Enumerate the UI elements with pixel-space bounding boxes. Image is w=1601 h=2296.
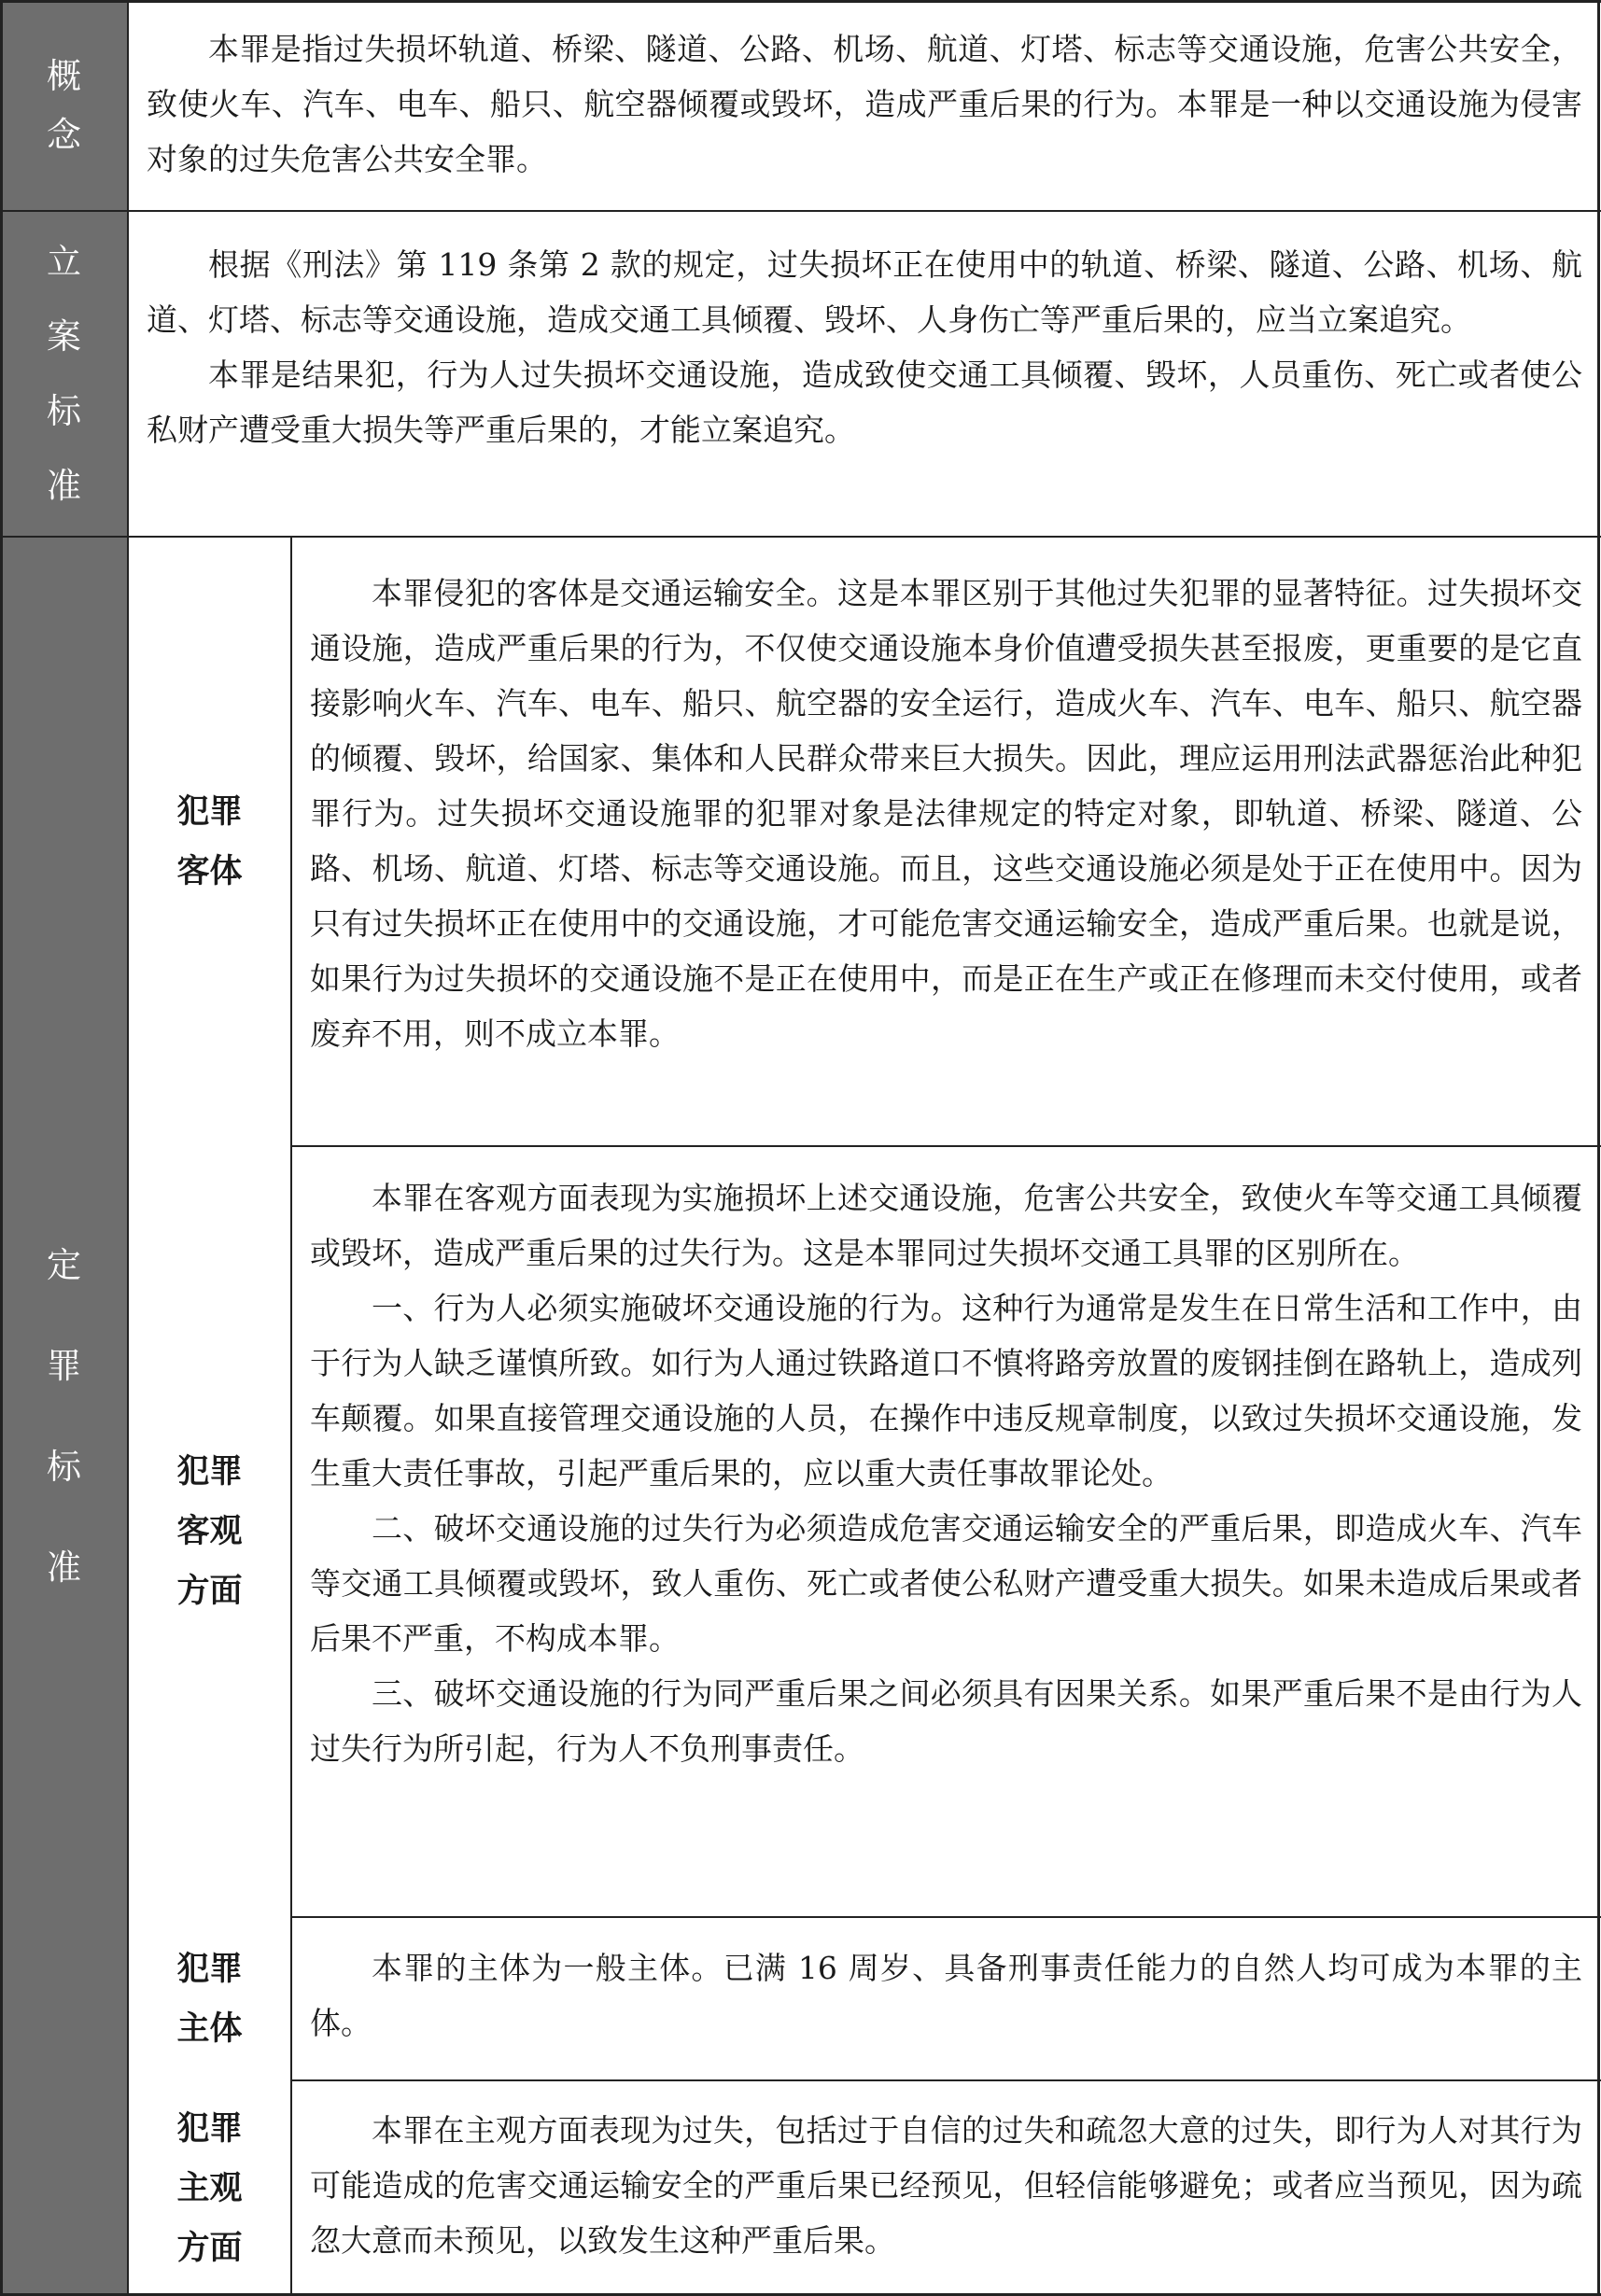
row-divider-2 <box>0 536 1601 538</box>
filing-paragraph-2: 本罪是结果犯，行为人过失损坏交通设施，造成致使交通工具倾覆、毁坏，人员重伤、死亡或者使公私财产遭受重大损失等严重后果的，才能立案追究。 <box>147 357 1582 448</box>
object-text: 本罪侵犯的客体是交通运输安全。这是本罪区别于其他过失犯罪的显著特征。过失损坏交通设施，造成严重后果的行为，不仅使交通设施本身价值遭受损失甚至报废，更重要的是它直接影响火车、汽车、电车、船只、航空器的安全运行，造成火车、汽车、电车、船只、航空器的倾覆、毁坏，给国家、集体和人民群众带来巨大损失。因此，理应运用刑法武器惩治此种犯罪行为。过失损坏交通设施罪的犯罪对象是法律规定的特定对象，即轨道、桥梁、隧道、公路、机场、航道、灯塔、标志等交通设施。而且，这些交通设施必须是处于正在使用中。因为只有过失损坏正在使用中的交通设施，才可能危害交通运输安全，造成严重后果。也就是说，如果行为过失损坏的交通设施不是正在使用中，而是正在生产或正在修理而未交付使用，或者废弃不用，则不成立本罪。 <box>310 575 1582 1052</box>
objective-label-line: 方面 <box>176 1573 243 1610</box>
conviction-label-char: 标 <box>47 1446 81 1487</box>
subjective-label-line: 方面 <box>176 2229 243 2267</box>
object-content <box>291 537 1601 1146</box>
objective-paragraph-1: 本罪在客观方面表现为实施损坏上述交通设施，危害公共安全，致使火车等交通工具倾覆或毁坏，造成严重后果的过失行为。这是本罪同过失损坏交通工具罪的区别所在。 <box>310 1180 1582 1271</box>
subjective-label-line: 主观 <box>176 2169 243 2207</box>
subjective-text: 本罪在主观方面表现为过失，包括过于自信的过失和疏忽大意的过失，即行为人对其行为可能造成的危害交通运输安全的严重后果已经预见，但轻信能够避免；或者应当预见，因为疏忽大意而未预见，以致发生这种严重后果。 <box>310 2112 1582 2259</box>
objective-label <box>128 1146 291 1917</box>
concept-content <box>128 0 1601 211</box>
table-border-right <box>1597 0 1600 2296</box>
objective-paragraph-3: 二、破坏交通设施的过失行为必须造成危害交通运输安全的严重后果，即造成火车、汽车等交通工具倾覆或毁坏，致人重伤、死亡或者使公私财产遭受重大损失。如果未造成后果或者后果不严重，不构成本罪。 <box>310 1510 1582 1657</box>
subrow-divider-3 <box>290 2079 1601 2081</box>
subject-label-line: 犯罪 <box>176 1950 243 1988</box>
table-border-top <box>0 0 1601 3</box>
filing-label-char: 立 <box>47 241 81 282</box>
filing-content <box>128 211 1601 537</box>
concept-text: 本罪是指过失损坏轨道、桥梁、隧道、公路、机场、航道、灯塔、标志等交通设施，危害公共安全，致使火车、汽车、电车、船只、航空器倾覆或毁坏，造成严重后果的行为。本罪是一种以交通设施为侵害对象的过失危害公共安全罪。 <box>147 31 1582 177</box>
concept-label <box>0 0 128 211</box>
concept-label-char: 概 <box>47 56 81 96</box>
filing-paragraph-1: 根据《刑法》第 119 条第 2 款的规定，过失损坏正在使用中的轨道、桥梁、隧道、公路、机场、航道、灯塔、标志等交通设施，造成交通工具倾覆、毁坏、人身伤亡等严重后果的，应当立案追究。 <box>147 246 1582 338</box>
label-column-divider <box>127 0 129 2296</box>
filing-label-char: 案 <box>47 315 81 357</box>
subject-content <box>291 1917 1601 2080</box>
object-label <box>128 537 291 1146</box>
subrow-divider-1 <box>290 1145 1601 1147</box>
filing-label-char: 准 <box>47 465 81 506</box>
objective-paragraph-2: 一、行为人必须实施破坏交通设施的行为。这种行为通常是发生在日常生活和工作中，由于行为人缺乏谨慎所致。如行为人通过铁路道口不慎将路旁放置的废钢挂倒在路轨上，造成列车颠覆。如果直接管理交通设施的人员，在操作中违反规章制度，以致过失损坏交通设施，发生重大责任事故，引起严重后果的，应以重大责任事故罪论处。 <box>310 1290 1582 1491</box>
conviction-label-char: 定 <box>47 1244 81 1285</box>
table-border-left <box>0 0 3 2296</box>
subject-label-line: 主体 <box>176 2009 243 2048</box>
objective-label-line: 客观 <box>176 1513 243 1550</box>
filing-label-char: 标 <box>47 390 81 431</box>
subject-text: 本罪的主体为一般主体。已满 16 周岁、具备刑事责任能力的自然人均可成为本罪的主体。 <box>310 1950 1582 2041</box>
subrow-divider-2 <box>290 1916 1601 1918</box>
conviction-label-char: 准 <box>47 1547 81 1588</box>
objective-label-line: 犯罪 <box>176 1453 243 1491</box>
subjective-label-line: 犯罪 <box>176 2109 243 2148</box>
objective-paragraph-4: 三、破坏交通设施的行为同严重后果之间必须具有因果关系。如果严重后果不是由行为人过失行为所引起，行为人不负刑事责任。 <box>310 1675 1582 1767</box>
subjective-content <box>291 2080 1601 2296</box>
object-label-line: 客体 <box>176 852 243 890</box>
row-divider-1 <box>0 210 1601 212</box>
sublabel-column-divider <box>290 537 292 2296</box>
concept-label-char: 念 <box>47 115 81 155</box>
conviction-label <box>0 537 128 2296</box>
subject-label <box>128 1917 291 2080</box>
object-label-line: 犯罪 <box>176 792 243 831</box>
subjective-label <box>128 2080 291 2296</box>
conviction-label-char: 罪 <box>47 1345 81 1386</box>
objective-content <box>291 1146 1601 1917</box>
filing-label <box>0 211 128 537</box>
